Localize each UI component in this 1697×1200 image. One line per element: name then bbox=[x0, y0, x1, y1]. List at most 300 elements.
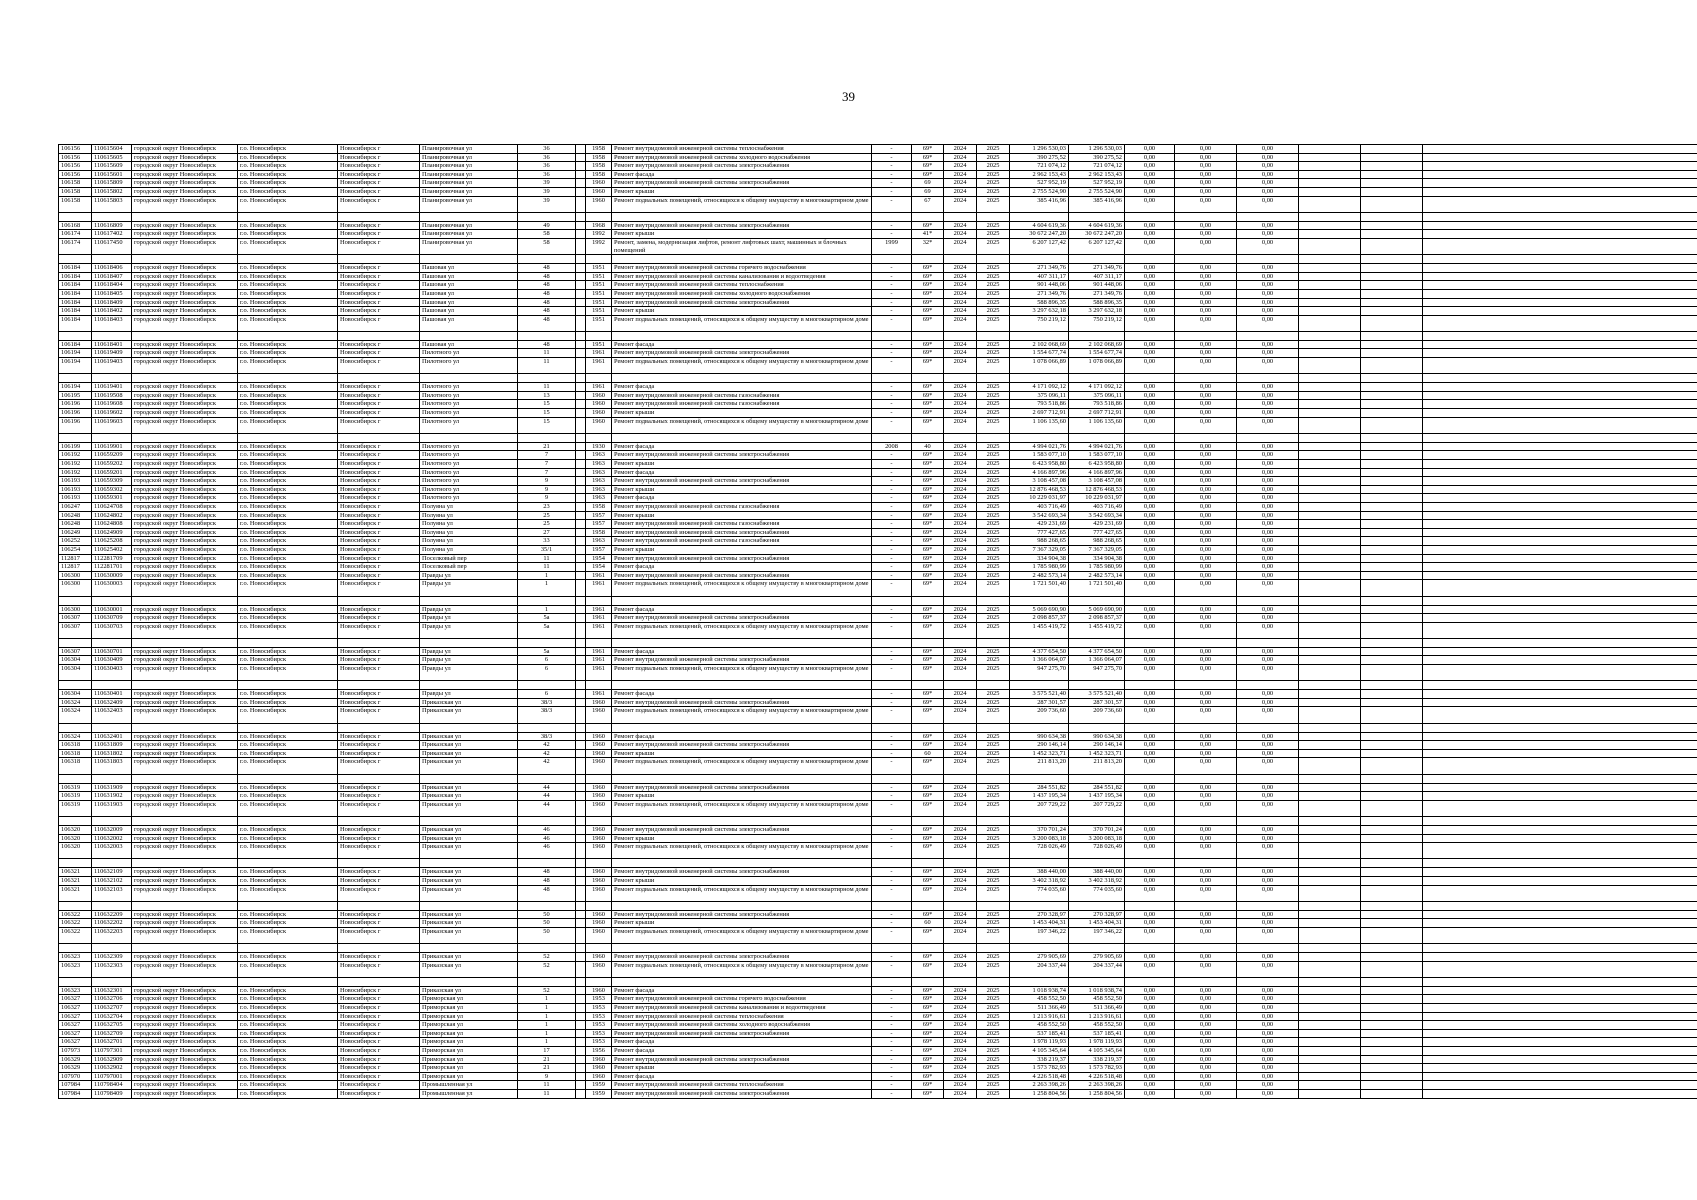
blank-cell bbox=[1125, 816, 1175, 825]
blank-cell bbox=[612, 638, 872, 647]
work-type-cell: Ремонт внутридомовой инженерной системы холодного водоснабжения bbox=[612, 1021, 872, 1030]
cost-total-cell: 284 551,82 bbox=[1069, 783, 1125, 792]
blank-cell bbox=[1299, 919, 1361, 928]
fund-cell: 0,00 bbox=[1125, 622, 1175, 638]
municipality-cell: городской округ Новосибирск bbox=[132, 315, 238, 331]
blank-cell bbox=[586, 212, 612, 221]
settlement-type-cell: г.о. Новосибирск bbox=[238, 170, 338, 179]
work-type-cell: Ремонт внутридомовой инженерной системы газоснабжения bbox=[612, 520, 872, 529]
fund-cell: 0,00 bbox=[1175, 732, 1237, 741]
table-row bbox=[59, 825, 1697, 834]
build-year-cell: 1961 bbox=[586, 580, 612, 596]
table-row bbox=[59, 511, 1697, 520]
fund-cell: 0,00 bbox=[1237, 494, 1299, 503]
work-code-cell: 110632003 bbox=[92, 843, 132, 859]
blank-cell bbox=[1299, 238, 1361, 254]
settlement-type-cell: г.о. Новосибирск bbox=[238, 580, 338, 596]
last-repair-year-cell: - bbox=[872, 690, 912, 699]
settlement-cell: Новосибирск г bbox=[338, 571, 420, 580]
work-type-cell: Ремонт фасада bbox=[612, 1038, 872, 1047]
blank-cell bbox=[518, 723, 576, 732]
cost-cell: 204 337,44 bbox=[1010, 961, 1069, 977]
blank-cell bbox=[912, 681, 944, 690]
blank-cell bbox=[1299, 690, 1361, 699]
blank-cell bbox=[576, 816, 586, 825]
blank-cell bbox=[1423, 442, 1697, 451]
fund-cell: 0,00 bbox=[1175, 511, 1237, 520]
end-year-cell: 2025 bbox=[977, 230, 1010, 239]
work-code-cell: 110617402 bbox=[92, 230, 132, 239]
blank-cell bbox=[1299, 374, 1361, 383]
fund-cell: 0,00 bbox=[1125, 1090, 1175, 1099]
street-cell: Пилотного ул bbox=[420, 442, 518, 451]
cost-total-cell: 1 573 782,93 bbox=[1069, 1064, 1125, 1073]
blank-cell bbox=[1299, 605, 1361, 614]
cost-cell: 7 367 329,05 bbox=[1010, 545, 1069, 554]
blank-cell bbox=[1361, 656, 1423, 665]
blank-cell bbox=[420, 331, 518, 340]
fund-cell: 0,00 bbox=[1175, 545, 1237, 554]
municipality-cell: городской округ Новосибирск bbox=[132, 622, 238, 638]
start-year-cell: 2024 bbox=[944, 741, 977, 750]
blank-cell bbox=[92, 774, 132, 783]
wear-percent-cell: 69 bbox=[912, 187, 944, 196]
fund-cell: 0,00 bbox=[1125, 986, 1175, 995]
house-number-cell: 39 bbox=[518, 187, 576, 196]
wear-percent-cell: 69* bbox=[912, 825, 944, 834]
house-id-cell: 106321 bbox=[59, 868, 92, 877]
work-type-cell: Ремонт фасада bbox=[612, 383, 872, 392]
fund-cell: 0,00 bbox=[1175, 919, 1237, 928]
blank-cell bbox=[1299, 460, 1361, 469]
street-cell: Приморская ул bbox=[420, 995, 518, 1004]
blank-cell bbox=[1237, 433, 1299, 442]
blank-cell bbox=[1299, 614, 1361, 623]
street-cell: Планировочная ул bbox=[420, 230, 518, 239]
municipality-cell: городской округ Новосибирск bbox=[132, 145, 238, 154]
blank-cell bbox=[576, 843, 586, 859]
cost-total-cell: 511 366,49 bbox=[1069, 1004, 1125, 1013]
house-id-cell: 107984 bbox=[59, 1090, 92, 1099]
work-type-cell: Ремонт внутридомовой инженерной системы электроснабжения bbox=[612, 1090, 872, 1099]
blank-cell bbox=[1423, 554, 1697, 563]
cost-total-cell: 270 328,97 bbox=[1069, 910, 1125, 919]
municipality-cell: городской округ Новосибирск bbox=[132, 1012, 238, 1021]
house-number-cell: 9 bbox=[518, 494, 576, 503]
fund-cell: 0,00 bbox=[1175, 614, 1237, 623]
table-row bbox=[59, 170, 1697, 179]
blank-cell bbox=[576, 153, 586, 162]
fund-cell: 0,00 bbox=[1175, 162, 1237, 171]
blank-cell bbox=[1361, 1038, 1423, 1047]
blank-cell bbox=[1069, 331, 1125, 340]
house-number-cell: 42 bbox=[518, 758, 576, 774]
work-type-cell: Ремонт крыши bbox=[612, 511, 872, 520]
last-repair-year-cell: - bbox=[872, 511, 912, 520]
blank-cell bbox=[872, 596, 912, 605]
fund-cell: 0,00 bbox=[1125, 170, 1175, 179]
blank-cell bbox=[518, 944, 576, 953]
wear-percent-cell: 69* bbox=[912, 1021, 944, 1030]
blank-cell bbox=[1299, 868, 1361, 877]
blank-cell bbox=[59, 859, 92, 868]
street-cell: Приказская ул bbox=[420, 986, 518, 995]
blank-cell bbox=[92, 331, 132, 340]
municipality-cell: городской округ Новосибирск bbox=[132, 665, 238, 681]
settlement-cell: Новосибирск г bbox=[338, 230, 420, 239]
blank-cell bbox=[1423, 272, 1697, 281]
end-year-cell: 2025 bbox=[977, 451, 1010, 460]
blank-cell bbox=[1299, 876, 1361, 885]
fund-cell: 0,00 bbox=[1125, 264, 1175, 273]
house-number-cell: 48 bbox=[518, 315, 576, 331]
house-id-cell: 106248 bbox=[59, 520, 92, 529]
blank-cell bbox=[1069, 374, 1125, 383]
blank-cell bbox=[92, 944, 132, 953]
municipality-cell: городской округ Новосибирск bbox=[132, 511, 238, 520]
blank-cell bbox=[1175, 212, 1237, 221]
blank-cell bbox=[1175, 681, 1237, 690]
fund-cell: 0,00 bbox=[1175, 281, 1237, 290]
blank-cell bbox=[132, 374, 238, 383]
table-row bbox=[59, 391, 1697, 400]
cost-cell: 211 813,20 bbox=[1010, 758, 1069, 774]
wear-percent-cell: 69* bbox=[912, 221, 944, 230]
blank-cell bbox=[338, 212, 420, 221]
fund-cell: 0,00 bbox=[1237, 238, 1299, 254]
end-year-cell: 2025 bbox=[977, 1004, 1010, 1013]
cost-total-cell: 2 102 068,69 bbox=[1069, 340, 1125, 349]
fund-cell: 0,00 bbox=[1125, 230, 1175, 239]
work-type-cell: Ремонт подвальных помещений, относящихся к общему имуществу в многоквартирном доме bbox=[612, 961, 872, 977]
cost-total-cell: 1 437 195,34 bbox=[1069, 792, 1125, 801]
blank-cell bbox=[420, 723, 518, 732]
house-id-cell: 106248 bbox=[59, 511, 92, 520]
blank-cell bbox=[238, 859, 338, 868]
cost-total-cell: 385 416,96 bbox=[1069, 196, 1125, 212]
cost-total-cell: 947 275,70 bbox=[1069, 665, 1125, 681]
settlement-cell: Новосибирск г bbox=[338, 927, 420, 943]
blank-cell bbox=[132, 774, 238, 783]
blank-cell bbox=[1299, 307, 1361, 316]
blank-cell bbox=[1423, 698, 1697, 707]
cost-cell: 385 416,96 bbox=[1010, 196, 1069, 212]
house-id-cell: 106184 bbox=[59, 264, 92, 273]
work-code-cell: 110625208 bbox=[92, 537, 132, 546]
blank-cell bbox=[238, 774, 338, 783]
cost-total-cell: 1 366 064,07 bbox=[1069, 656, 1125, 665]
fund-cell: 0,00 bbox=[1237, 758, 1299, 774]
blank-cell bbox=[576, 749, 586, 758]
blank-cell bbox=[944, 255, 977, 264]
settlement-type-cell: г.о. Новосибирск bbox=[238, 494, 338, 503]
blank-cell bbox=[912, 255, 944, 264]
settlement-cell: Новосибирск г bbox=[338, 238, 420, 254]
last-repair-year-cell: - bbox=[872, 187, 912, 196]
blank-cell bbox=[1423, 1038, 1697, 1047]
settlement-cell: Новосибирск г bbox=[338, 264, 420, 273]
house-number-cell: 21 bbox=[518, 1055, 576, 1064]
settlement-type-cell: г.о. Новосибирск bbox=[238, 927, 338, 943]
last-repair-year-cell: - bbox=[872, 196, 912, 212]
wear-percent-cell: 69* bbox=[912, 961, 944, 977]
spacer-row bbox=[59, 723, 1697, 732]
blank-cell bbox=[576, 451, 586, 460]
municipality-cell: городской округ Новосибирск bbox=[132, 170, 238, 179]
fund-cell: 0,00 bbox=[1175, 647, 1237, 656]
build-year-cell: 1960 bbox=[586, 179, 612, 188]
settlement-cell: Новосибирск г bbox=[338, 179, 420, 188]
work-type-cell: Ремонт внутридомовой инженерной системы электроснабжения bbox=[612, 868, 872, 877]
wear-percent-cell: 69* bbox=[912, 502, 944, 511]
blank-cell bbox=[1125, 433, 1175, 442]
blank-cell bbox=[576, 681, 586, 690]
work-type-cell: Ремонт фасада bbox=[612, 1072, 872, 1081]
fund-cell: 0,00 bbox=[1125, 358, 1175, 374]
start-year-cell: 2024 bbox=[944, 614, 977, 623]
blank-cell bbox=[338, 723, 420, 732]
start-year-cell: 2024 bbox=[944, 145, 977, 154]
table-row bbox=[59, 502, 1697, 511]
cost-cell: 270 328,97 bbox=[1010, 910, 1069, 919]
table-row bbox=[59, 1004, 1697, 1013]
blank-cell bbox=[1299, 1081, 1361, 1090]
work-type-cell: Ремонт внутридомовой инженерной системы электроснабжения bbox=[612, 741, 872, 750]
work-type-cell: Ремонт подвальных помещений, относящихся к общему имуществу в многоквартирном доме bbox=[612, 927, 872, 943]
last-repair-year-cell: - bbox=[872, 391, 912, 400]
blank-cell bbox=[132, 433, 238, 442]
blank-cell bbox=[92, 638, 132, 647]
build-year-cell: 1951 bbox=[586, 315, 612, 331]
house-id-cell: 106320 bbox=[59, 834, 92, 843]
blank-cell bbox=[1361, 783, 1423, 792]
work-code-cell: 110632102 bbox=[92, 876, 132, 885]
cost-cell: 284 551,82 bbox=[1010, 783, 1069, 792]
last-repair-year-cell: - bbox=[872, 307, 912, 316]
work-code-cell: 112281709 bbox=[92, 554, 132, 563]
fund-cell: 0,00 bbox=[1175, 494, 1237, 503]
blank-cell bbox=[1299, 272, 1361, 281]
blank-cell bbox=[420, 816, 518, 825]
work-type-cell: Ремонт крыши bbox=[612, 749, 872, 758]
street-cell: Приказская ул bbox=[420, 698, 518, 707]
fund-cell: 0,00 bbox=[1237, 927, 1299, 943]
start-year-cell: 2024 bbox=[944, 298, 977, 307]
blank-cell bbox=[1361, 986, 1423, 995]
work-type-cell: Ремонт фасада bbox=[612, 170, 872, 179]
wear-percent-cell: 40 bbox=[912, 442, 944, 451]
table-row bbox=[59, 230, 1697, 239]
cost-total-cell: 750 219,12 bbox=[1069, 315, 1125, 331]
end-year-cell: 2025 bbox=[977, 698, 1010, 707]
cost-total-cell: 4 226 518,48 bbox=[1069, 1072, 1125, 1081]
street-cell: Приморская ул bbox=[420, 1021, 518, 1030]
blank-cell bbox=[1423, 230, 1697, 239]
cost-cell: 279 905,69 bbox=[1010, 953, 1069, 962]
settlement-type-cell: г.о. Новосибирск bbox=[238, 1021, 338, 1030]
municipality-cell: городской округ Новосибирск bbox=[132, 264, 238, 273]
municipality-cell: городской округ Новосибирск bbox=[132, 537, 238, 546]
last-repair-year-cell: - bbox=[872, 698, 912, 707]
blank-cell bbox=[576, 221, 586, 230]
street-cell: Пилотного ул bbox=[420, 349, 518, 358]
blank-cell bbox=[518, 433, 576, 442]
fund-cell: 0,00 bbox=[1237, 580, 1299, 596]
blank-cell bbox=[338, 816, 420, 825]
blank-cell bbox=[1361, 340, 1423, 349]
build-year-cell: 1960 bbox=[586, 741, 612, 750]
blank-cell bbox=[1423, 374, 1697, 383]
wear-percent-cell: 69* bbox=[912, 580, 944, 596]
fund-cell: 0,00 bbox=[1237, 690, 1299, 699]
start-year-cell: 2024 bbox=[944, 1072, 977, 1081]
blank-cell bbox=[576, 868, 586, 877]
house-number-cell: 44 bbox=[518, 792, 576, 801]
blank-cell bbox=[586, 977, 612, 986]
cost-cell: 1 452 323,71 bbox=[1010, 749, 1069, 758]
end-year-cell: 2025 bbox=[977, 145, 1010, 154]
work-code-cell: 110616809 bbox=[92, 221, 132, 230]
fund-cell: 0,00 bbox=[1237, 528, 1299, 537]
blank-cell bbox=[944, 433, 977, 442]
cost-cell: 207 729,22 bbox=[1010, 800, 1069, 816]
blank-cell bbox=[576, 1029, 586, 1038]
blank-cell bbox=[59, 901, 92, 910]
start-year-cell: 2024 bbox=[944, 511, 977, 520]
work-code-cell: 110618404 bbox=[92, 281, 132, 290]
blank-cell bbox=[1361, 1072, 1423, 1081]
end-year-cell: 2025 bbox=[977, 732, 1010, 741]
blank-cell bbox=[1361, 774, 1423, 783]
build-year-cell: 1960 bbox=[586, 910, 612, 919]
build-year-cell: 1951 bbox=[586, 264, 612, 273]
street-cell: Планировочная ул bbox=[420, 238, 518, 254]
house-id-cell: 106307 bbox=[59, 614, 92, 623]
work-type-cell: Ремонт внутридомовой инженерной системы канализования и водоотведения bbox=[612, 272, 872, 281]
house-id-cell: 106158 bbox=[59, 187, 92, 196]
blank-cell bbox=[1299, 1064, 1361, 1073]
start-year-cell: 2024 bbox=[944, 825, 977, 834]
house-number-cell: 36 bbox=[518, 170, 576, 179]
settlement-cell: Новосибирск г bbox=[338, 1012, 420, 1021]
cost-total-cell: 290 146,14 bbox=[1069, 741, 1125, 750]
cost-total-cell: 4 994 021,76 bbox=[1069, 442, 1125, 451]
last-repair-year-cell: - bbox=[872, 340, 912, 349]
blank-cell bbox=[576, 238, 586, 254]
blank-cell bbox=[1361, 433, 1423, 442]
fund-cell: 0,00 bbox=[1175, 571, 1237, 580]
blank-cell bbox=[1010, 901, 1069, 910]
blank-cell bbox=[1299, 1029, 1361, 1038]
blank-cell bbox=[92, 212, 132, 221]
settlement-type-cell: г.о. Новосибирск bbox=[238, 843, 338, 859]
spacer-row bbox=[59, 977, 1697, 986]
cost-total-cell: 3 402 318,92 bbox=[1069, 876, 1125, 885]
build-year-cell: 1958 bbox=[586, 528, 612, 537]
fund-cell: 0,00 bbox=[1125, 825, 1175, 834]
wear-percent-cell: 69* bbox=[912, 1055, 944, 1064]
blank-cell bbox=[576, 622, 586, 638]
work-type-cell: Ремонт внутридомовой инженерной системы электроснабжения bbox=[612, 554, 872, 563]
municipality-cell: городской округ Новосибирск bbox=[132, 485, 238, 494]
blank-cell bbox=[518, 681, 576, 690]
municipality-cell: городской округ Новосибирск bbox=[132, 187, 238, 196]
fund-cell: 0,00 bbox=[1237, 272, 1299, 281]
blank-cell bbox=[1361, 145, 1423, 154]
blank-cell bbox=[1361, 545, 1423, 554]
settlement-type-cell: г.о. Новосибирск bbox=[238, 264, 338, 273]
start-year-cell: 2024 bbox=[944, 758, 977, 774]
fund-cell: 0,00 bbox=[1175, 383, 1237, 392]
settlement-cell: Новосибирск г bbox=[338, 953, 420, 962]
blank-cell bbox=[1299, 927, 1361, 943]
build-year-cell: 1953 bbox=[586, 1038, 612, 1047]
blank-cell bbox=[1010, 944, 1069, 953]
cost-total-cell: 390 275,52 bbox=[1069, 153, 1125, 162]
blank-cell bbox=[338, 433, 420, 442]
cost-cell: 1 213 916,61 bbox=[1010, 1012, 1069, 1021]
blank-cell bbox=[1361, 196, 1423, 212]
blank-cell bbox=[1361, 723, 1423, 732]
blank-cell bbox=[1361, 289, 1423, 298]
municipality-cell: городской округ Новосибирск bbox=[132, 647, 238, 656]
cost-cell: 3 200 083,18 bbox=[1010, 834, 1069, 843]
table-row bbox=[59, 792, 1697, 801]
settlement-type-cell: г.о. Новосибирск bbox=[238, 409, 338, 418]
municipality-cell: городской округ Новосибирск bbox=[132, 1021, 238, 1030]
end-year-cell: 2025 bbox=[977, 477, 1010, 486]
settlement-cell: Новосибирск г bbox=[338, 554, 420, 563]
settlement-cell: Новосибирск г bbox=[338, 1055, 420, 1064]
settlement-cell: Новосибирск г bbox=[338, 494, 420, 503]
street-cell: Приказская ул bbox=[420, 825, 518, 834]
street-cell: Планировочная ул bbox=[420, 162, 518, 171]
end-year-cell: 2025 bbox=[977, 281, 1010, 290]
blank-cell bbox=[576, 477, 586, 486]
fund-cell: 0,00 bbox=[1125, 554, 1175, 563]
blank-cell bbox=[1299, 961, 1361, 977]
fund-cell: 0,00 bbox=[1125, 545, 1175, 554]
build-year-cell: 1961 bbox=[586, 349, 612, 358]
work-code-cell: 110618402 bbox=[92, 307, 132, 316]
build-year-cell: 1960 bbox=[586, 868, 612, 877]
house-number-cell: 42 bbox=[518, 749, 576, 758]
fund-cell: 0,00 bbox=[1125, 451, 1175, 460]
blank-cell bbox=[612, 901, 872, 910]
blank-cell bbox=[1299, 1055, 1361, 1064]
blank-cell bbox=[977, 816, 1010, 825]
blank-cell bbox=[338, 638, 420, 647]
blank-cell bbox=[1361, 400, 1423, 409]
blank-cell bbox=[1423, 477, 1697, 486]
fund-cell: 0,00 bbox=[1125, 289, 1175, 298]
table-row bbox=[59, 868, 1697, 877]
blank-cell bbox=[1125, 859, 1175, 868]
work-code-cell: 110615803 bbox=[92, 196, 132, 212]
blank-cell bbox=[1299, 187, 1361, 196]
fund-cell: 0,00 bbox=[1125, 272, 1175, 281]
blank-cell bbox=[1361, 792, 1423, 801]
street-cell: Поселковый пер bbox=[420, 554, 518, 563]
cost-cell: 947 275,70 bbox=[1010, 665, 1069, 681]
table-row bbox=[59, 528, 1697, 537]
table-row bbox=[59, 315, 1697, 331]
blank-cell bbox=[420, 638, 518, 647]
table-row bbox=[59, 690, 1697, 699]
work-type-cell: Ремонт фасада bbox=[612, 647, 872, 656]
work-code-cell: 112281701 bbox=[92, 563, 132, 572]
fund-cell: 0,00 bbox=[1175, 927, 1237, 943]
